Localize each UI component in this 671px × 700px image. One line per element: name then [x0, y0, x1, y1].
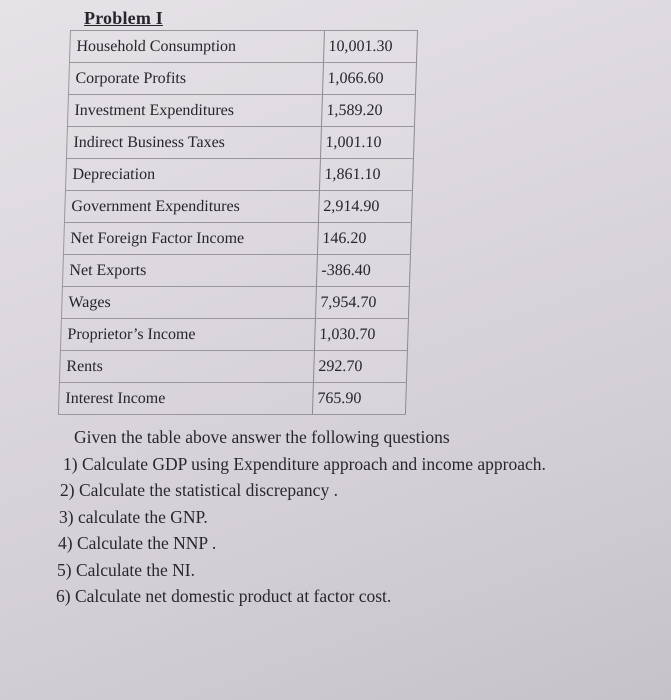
- row-value: 2,914.90: [318, 191, 413, 222]
- questions-block: [56, 424, 656, 610]
- table-row: [61, 286, 410, 318]
- question-item: 2) Calculate the statistical discrepancy .: [60, 480, 338, 500]
- row-value: -386.40: [316, 255, 411, 286]
- row-value: 1,030.70: [314, 319, 409, 350]
- table-row: [64, 190, 413, 222]
- row-value: 7,954.70: [315, 287, 410, 318]
- table-row: [59, 350, 408, 382]
- row-value: 1,001.10: [320, 127, 415, 158]
- row-label: Government Expenditures: [64, 191, 313, 222]
- row-label: Proprietor’s Income: [60, 319, 309, 350]
- row-label: Indirect Business Taxes: [66, 127, 315, 158]
- row-label: Depreciation: [65, 159, 314, 190]
- row-label: Wages: [61, 287, 310, 318]
- data-table: [58, 30, 418, 415]
- row-value: 765.90: [312, 383, 407, 414]
- table-row: [66, 126, 415, 158]
- question-item: 1) Calculate GDP using Expenditure approach and income approach.: [63, 453, 546, 474]
- table-row: [65, 158, 414, 190]
- row-value: 1,589.20: [321, 95, 416, 126]
- row-label: Net Exports: [62, 255, 311, 286]
- row-value: 1,861.10: [319, 159, 414, 190]
- table-row: [58, 382, 407, 415]
- row-label: Corporate Profits: [68, 63, 317, 94]
- question-item: 5) Calculate the NI.: [57, 559, 196, 580]
- question-item: 4) Calculate the NNP .: [58, 533, 217, 553]
- table-row: [68, 62, 417, 94]
- row-value: 292.70: [313, 351, 408, 382]
- problem-title: Problem I: [84, 8, 163, 28]
- row-label: Household Consumption: [69, 31, 318, 62]
- row-value: 1,066.60: [322, 63, 417, 94]
- row-label: Net Foreign Factor Income: [63, 223, 312, 254]
- table-row: [69, 30, 418, 62]
- row-value: 146.20: [317, 223, 412, 254]
- row-label: Interest Income: [58, 383, 307, 414]
- question-item: 6) Calculate net domestic product at factor cost.: [56, 586, 392, 606]
- row-label: Rents: [59, 351, 308, 382]
- table-row: [63, 222, 412, 254]
- table-row: [67, 94, 416, 126]
- table-row: [60, 318, 409, 350]
- table-row: [62, 254, 411, 286]
- row-label: Investment Expenditures: [67, 95, 316, 126]
- row-value: 10,001.30: [323, 31, 418, 62]
- question-item: 3) calculate the GNP.: [59, 506, 208, 527]
- questions-intro: Given the table above answer the following questions: [74, 427, 450, 447]
